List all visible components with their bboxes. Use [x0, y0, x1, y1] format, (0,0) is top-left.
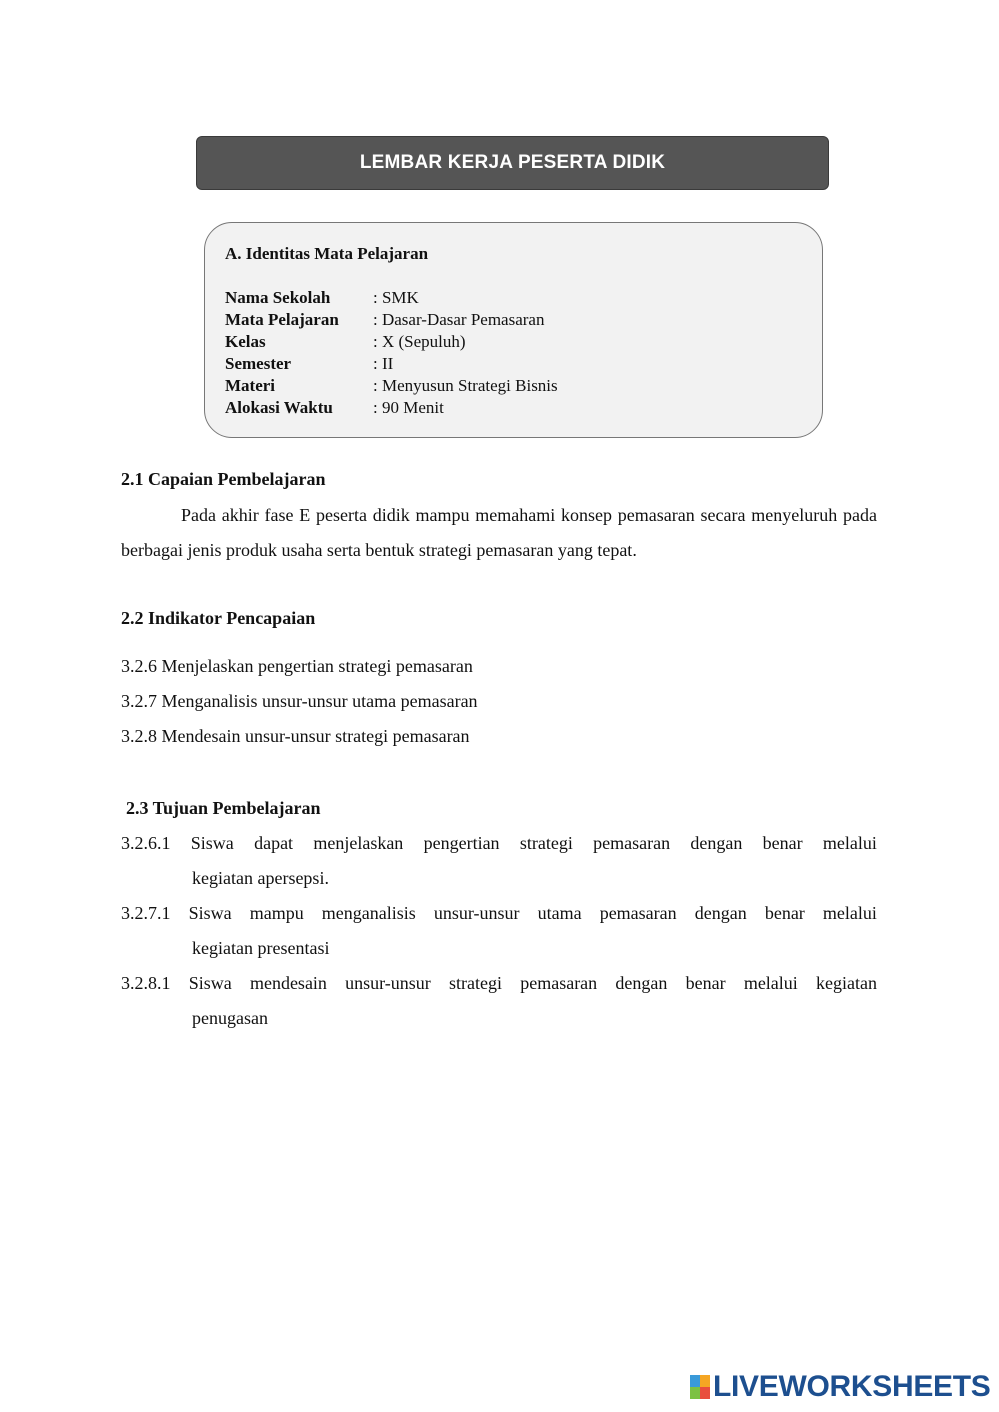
logo-square	[700, 1375, 710, 1387]
liveworksheets-logo-text: LIVEWORKSHEETS	[713, 1370, 991, 1403]
tujuan-item-continuation: penugasan	[192, 1008, 268, 1028]
tujuan-heading: 2.3 Tujuan Pembelajaran	[126, 798, 321, 818]
tujuan-word: menganalisis	[321, 903, 416, 923]
tujuan-word: strategi	[519, 833, 573, 853]
tujuan-item-line	[121, 896, 877, 931]
indikator-item: 3.2.6 Menjelaskan pengertian strategi pemasaran	[121, 656, 473, 676]
tujuan-number: 3.2.7.1	[121, 903, 171, 923]
identity-label: Kelas	[225, 332, 266, 351]
logo-square	[690, 1375, 700, 1387]
identity-value: : Dasar-Dasar Pemasaran	[373, 310, 545, 329]
tujuan-word: Siswa	[188, 903, 232, 923]
tujuan-word: Siswa	[190, 833, 234, 853]
tujuan-word: Siswa	[188, 973, 232, 993]
tujuan-number: 3.2.8.1	[121, 973, 171, 993]
tujuan-item-line	[121, 826, 877, 861]
tujuan-item-continuation: kegiatan presentasi	[192, 938, 330, 958]
identity-value: : X (Sepuluh)	[373, 332, 466, 351]
tujuan-word: melalui	[822, 833, 877, 853]
subject-identity-box	[204, 222, 823, 438]
tujuan-word: dapat	[254, 833, 294, 853]
tujuan-item-continuation: kegiatan apersepsi.	[192, 868, 329, 888]
tujuan-item	[121, 966, 877, 1036]
capaian-heading: 2.1 Capaian Pembelajaran	[121, 469, 326, 489]
tujuan-word: benar	[762, 833, 803, 853]
tujuan-word: utama	[537, 903, 582, 923]
tujuan-word: mendesain	[249, 973, 327, 993]
indikator-item: 3.2.8 Mendesain unsur-unsur strategi pemasaran	[121, 726, 470, 746]
identity-value: : II	[373, 354, 394, 373]
tujuan-word: pemasaran	[599, 903, 677, 923]
tujuan-word: pemasaran	[520, 973, 598, 993]
worksheet-title-banner: LEMBAR KERJA PESERTA DIDIK	[196, 136, 829, 190]
tujuan-word: dengan	[694, 903, 747, 923]
identity-value: : 90 Menit	[373, 398, 444, 417]
identity-label: Alokasi Waktu	[225, 398, 333, 417]
identity-label: Materi	[225, 376, 276, 395]
identity-value: : SMK	[373, 288, 419, 307]
tujuan-item	[121, 826, 877, 896]
tujuan-word: melalui	[822, 903, 877, 923]
liveworksheets-logo[interactable]	[690, 1371, 991, 1403]
identity-label: Semester	[225, 354, 292, 373]
liveworksheets-icon	[690, 1375, 710, 1399]
logo-square	[690, 1387, 700, 1399]
indikator-item: 3.2.7 Menganalisis unsur-unsur utama pemasaran	[121, 691, 478, 711]
tujuan-word: menjelaskan	[313, 833, 404, 853]
capaian-paragraph: Pada akhir fase E peserta didik mampu memahami konsep pemasaran secara menyeluruh pada berbagai jenis produk usaha serta bentuk strategi pemasaran yang tepat.	[121, 505, 877, 560]
tujuan-word: dengan	[690, 833, 743, 853]
logo-square	[700, 1387, 710, 1399]
tujuan-number: 3.2.6.1	[121, 833, 171, 853]
tujuan-word: kegiatan	[816, 973, 877, 993]
identity-label: Nama Sekolah	[225, 288, 331, 307]
tujuan-word: benar	[685, 973, 726, 993]
tujuan-word: pemasaran	[593, 833, 671, 853]
tujuan-word: benar	[764, 903, 805, 923]
identity-value: : Menyusun Strategi Bisnis	[373, 376, 558, 395]
tujuan-word: mampu	[249, 903, 304, 923]
identity-heading: A. Identitas Mata Pelajaran	[225, 244, 429, 263]
tujuan-item	[121, 896, 877, 966]
tujuan-word: dengan	[615, 973, 668, 993]
tujuan-word: strategi	[449, 973, 502, 993]
tujuan-word: melalui	[743, 973, 798, 993]
indikator-heading: 2.2 Indikator Pencapaian	[121, 608, 316, 628]
identity-label: Mata Pelajaran	[225, 310, 339, 329]
tujuan-item-line	[121, 966, 877, 1001]
tujuan-word: pengertian	[423, 833, 500, 853]
tujuan-word: unsur-unsur	[433, 903, 520, 923]
tujuan-word: unsur-unsur	[345, 973, 431, 993]
